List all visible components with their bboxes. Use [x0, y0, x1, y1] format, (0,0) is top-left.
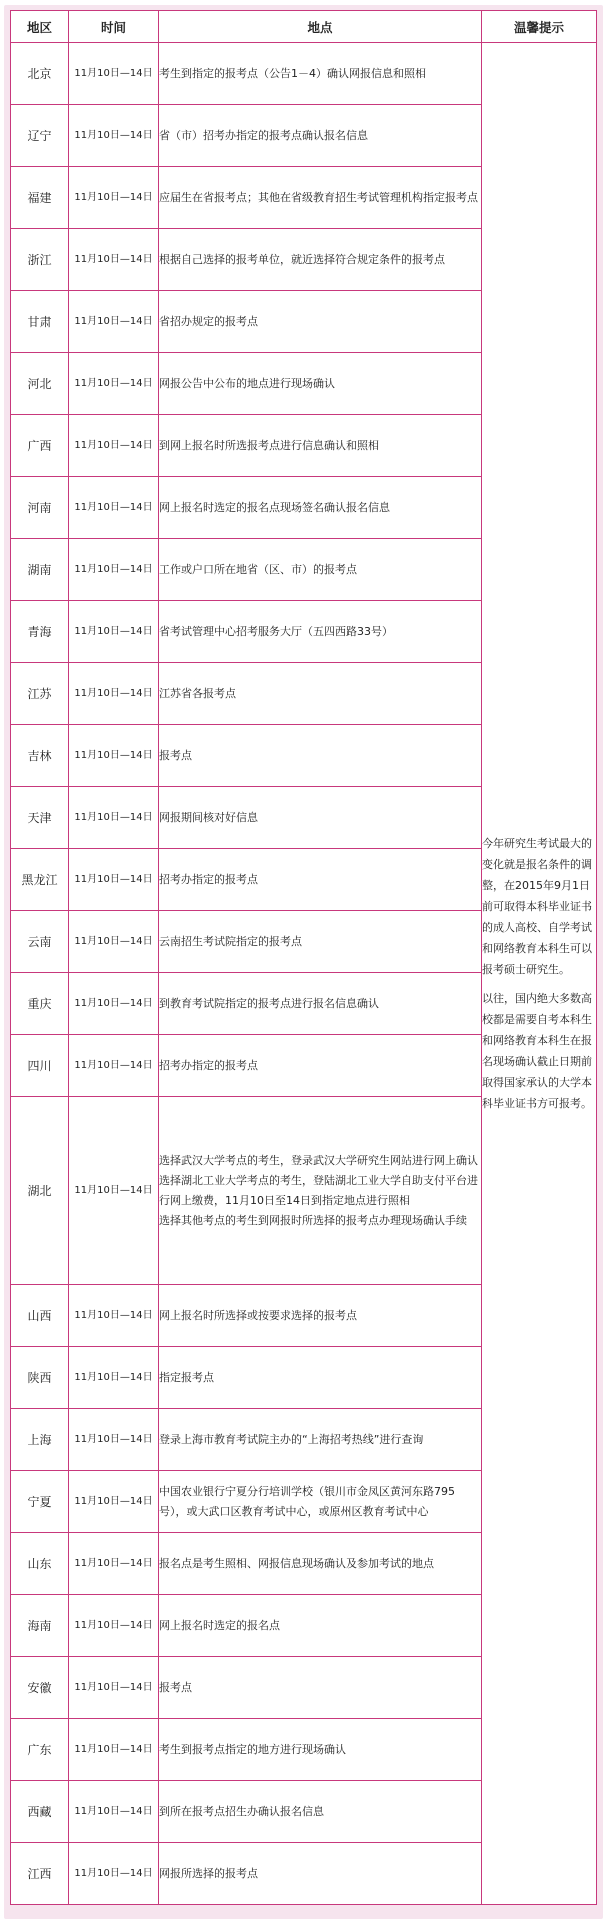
- cell-place: 报考点: [159, 1657, 482, 1719]
- cell-place: 报名点是考生照相、网报信息现场确认及参加考试的地点: [159, 1533, 482, 1595]
- cell-place: 指定报考点: [159, 1347, 482, 1409]
- cell-time: 11月10日—14日: [69, 1595, 159, 1657]
- tip-paragraph: 今年研究生考试最大的变化就是报名条件的调整，在2015年9月1日前可取得本科毕业证书的成人高校、自学考试和网络教育本科生可以报考硕士研究生。: [482, 837, 592, 976]
- cell-region: 河北: [11, 353, 69, 415]
- cell-region: 湖南: [11, 539, 69, 601]
- cell-time: 11月10日—14日: [69, 601, 159, 663]
- cell-place: 到教育考试院指定的报考点进行报名信息确认: [159, 973, 482, 1035]
- header-time: 时间: [69, 11, 159, 43]
- cell-place-line: 选择武汉大学考点的考生，登录武汉大学研究生网站进行网上确认: [159, 1153, 478, 1167]
- cell-time: 11月10日—14日: [69, 1035, 159, 1097]
- cell-time: 11月10日—14日: [69, 167, 159, 229]
- header-place: 地点: [159, 11, 482, 43]
- cell-place: 应届生在省报考点；其他在省级教育招生考试管理机构指定报考点: [159, 167, 482, 229]
- cell-region: 天津: [11, 787, 69, 849]
- cell-place: 考生到报考点指定的地方进行现场确认: [159, 1719, 482, 1781]
- cell-place: 网上报名时选定的报名点现场签名确认报名信息: [159, 477, 482, 539]
- cell-place: 考生到指定的报考点（公告1－4）确认网报信息和照相: [159, 43, 482, 105]
- cell-place: 网上报名时选定的报名点: [159, 1595, 482, 1657]
- header-tip: 温馨提示: [482, 11, 597, 43]
- cell-place: 中国农业银行宁夏分行培训学校（银川市金凤区黄河东路795号），或大武口区教育考试中心，或原州区教育考试中心: [159, 1471, 482, 1533]
- cell-time: 11月10日—14日: [69, 1409, 159, 1471]
- cell-time: 11月10日—14日: [69, 1657, 159, 1719]
- cell-region: 江西: [11, 1843, 69, 1905]
- cell-region: 四川: [11, 1035, 69, 1097]
- cell-place-line: 选择湖北工业大学考点的考生，登陆湖北工业大学自助支付平台进行网上缴费，11月10日至14日到指定地点进行照相: [159, 1173, 478, 1207]
- cell-time: 11月10日—14日: [69, 415, 159, 477]
- cell-place: 到所在报考点招生办确认报名信息: [159, 1781, 482, 1843]
- cell-region: 安徽: [11, 1657, 69, 1719]
- cell-time: 11月10日—14日: [69, 787, 159, 849]
- page-frame: [4, 5, 603, 1919]
- cell-region: 陕西: [11, 1347, 69, 1409]
- cell-region: 广西: [11, 415, 69, 477]
- cell-region: 青海: [11, 601, 69, 663]
- cell-time: 11月10日—14日: [69, 973, 159, 1035]
- cell-time: 11月10日—14日: [69, 1347, 159, 1409]
- cell-region: 河南: [11, 477, 69, 539]
- cell-place: 网报所选择的报考点: [159, 1843, 482, 1905]
- tip-paragraph: 以往，国内绝大多数高校都是需要自考本科生和网络教育本科生在报名现场确认截止日期前取得国家承认的大学本科毕业证书方可报考。: [482, 992, 592, 1110]
- cell-time: 11月10日—14日: [69, 1097, 159, 1285]
- cell-place-line: 选择其他考点的考生到网报时所选择的报考点办理现场确认手续: [159, 1213, 467, 1227]
- cell-time: 11月10日—14日: [69, 1719, 159, 1781]
- cell-time: 11月10日—14日: [69, 1471, 159, 1533]
- cell-time: 11月10日—14日: [69, 725, 159, 787]
- cell-place: 江苏省各报考点: [159, 663, 482, 725]
- cell-time: 11月10日—14日: [69, 229, 159, 291]
- cell-region: 重庆: [11, 973, 69, 1035]
- cell-region: 广东: [11, 1719, 69, 1781]
- cell-region: 北京: [11, 43, 69, 105]
- cell-region: 浙江: [11, 229, 69, 291]
- cell-place: 网上报名时所选择或按要求选择的报考点: [159, 1285, 482, 1347]
- cell-region: 宁夏: [11, 1471, 69, 1533]
- cell-time: 11月10日—14日: [69, 539, 159, 601]
- cell-region: 辽宁: [11, 105, 69, 167]
- cell-place: 省考试管理中心招考服务大厅（五四西路33号）: [159, 601, 482, 663]
- cell-time: 11月10日—14日: [69, 291, 159, 353]
- registration-table: [10, 10, 597, 1905]
- cell-time: 11月10日—14日: [69, 105, 159, 167]
- header-region: 地区: [11, 11, 69, 43]
- cell-time: 11月10日—14日: [69, 849, 159, 911]
- cell-place: 登录上海市教育考试院主办的“上海招考热线”进行查询: [159, 1409, 482, 1471]
- cell-time: 11月10日—14日: [69, 1781, 159, 1843]
- cell-region: 上海: [11, 1409, 69, 1471]
- cell-time: 11月10日—14日: [69, 43, 159, 105]
- cell-region: 江苏: [11, 663, 69, 725]
- cell-place: 省（市）招考办指定的报考点确认报名信息: [159, 105, 482, 167]
- cell-region: 湖北: [11, 1097, 69, 1285]
- cell-time: 11月10日—14日: [69, 911, 159, 973]
- cell-place: 省招办规定的报考点: [159, 291, 482, 353]
- cell-place: 网报公告中公布的地点进行现场确认: [159, 353, 482, 415]
- tip-cell: [482, 43, 597, 1905]
- cell-region: 吉林: [11, 725, 69, 787]
- cell-place: 网报期间核对好信息: [159, 787, 482, 849]
- cell-place: [159, 1097, 482, 1285]
- cell-time: 11月10日—14日: [69, 477, 159, 539]
- cell-time: 11月10日—14日: [69, 353, 159, 415]
- cell-place: 工作或户口所在地省（区、市）的报考点: [159, 539, 482, 601]
- cell-time: 11月10日—14日: [69, 663, 159, 725]
- cell-region: 福建: [11, 167, 69, 229]
- cell-place: 云南招生考试院指定的报考点: [159, 911, 482, 973]
- table-header-row: [11, 11, 597, 43]
- cell-time: 11月10日—14日: [69, 1533, 159, 1595]
- table-row: [11, 43, 597, 105]
- cell-place: 根据自己选择的报考单位，就近选择符合规定条件的报考点: [159, 229, 482, 291]
- cell-region: 山东: [11, 1533, 69, 1595]
- cell-region: 西藏: [11, 1781, 69, 1843]
- cell-time: 11月10日—14日: [69, 1285, 159, 1347]
- cell-region: 黑龙江: [11, 849, 69, 911]
- cell-region: 海南: [11, 1595, 69, 1657]
- cell-place: 报考点: [159, 725, 482, 787]
- cell-region: 云南: [11, 911, 69, 973]
- cell-place: 招考办指定的报考点: [159, 849, 482, 911]
- cell-place: 到网上报名时所选报考点进行信息确认和照相: [159, 415, 482, 477]
- cell-time: 11月10日—14日: [69, 1843, 159, 1905]
- cell-region: 甘肃: [11, 291, 69, 353]
- cell-region: 山西: [11, 1285, 69, 1347]
- cell-place: 招考办指定的报考点: [159, 1035, 482, 1097]
